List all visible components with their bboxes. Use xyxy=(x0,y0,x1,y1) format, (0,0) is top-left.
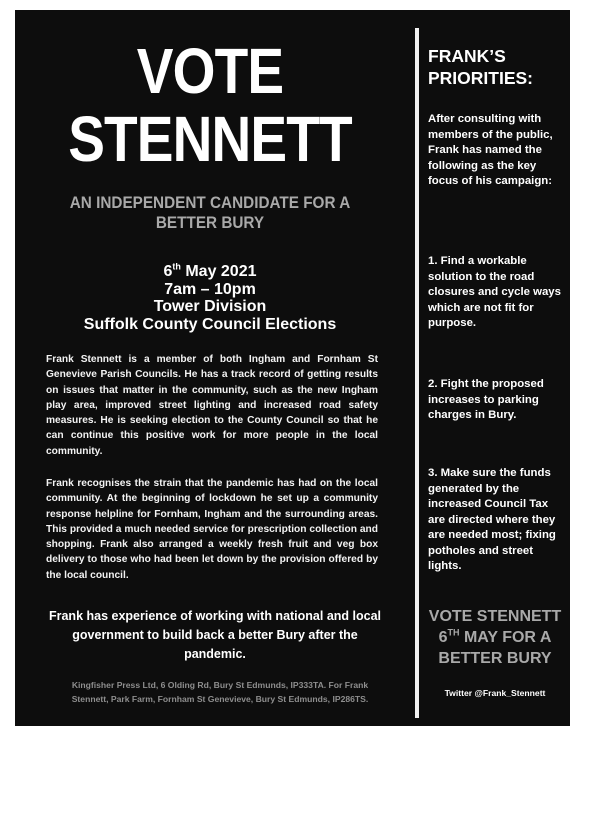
column-divider xyxy=(415,28,419,718)
cta-line-1: VOTE STENNETT xyxy=(428,608,562,625)
imprint: Kingfisher Press Ltd, 6 Olding Rd, Bury St Edmunds, IP333TA. For Frank Stennett, Park Farm, Fornham St Genevieve, Bury St Edmunds, IP286TS. xyxy=(71,680,369,704)
leaflet xyxy=(15,10,570,726)
bio-paragraph: Frank Stennett is a member of both Ingham and Fornham St Genevieve Parish Councils. He has a track record of getting results on issues that matter in the community, such as the new Ingham play area, improved street lighting and increased road safety measures. He is seeking election to the County Council so that he can continue this positive work for more people in the local community. xyxy=(46,354,378,457)
date-suffix: th xyxy=(172,261,181,272)
priority-item: 3. Make sure the funds generated by the increased Council Tax are directed where they are needed most; fixing potholes and street lights. xyxy=(428,467,556,572)
priority-item: 2. Fight the proposed increases to parking charges in Bury. xyxy=(428,378,544,421)
priorities-heading: FRANK’S PRIORITIES: xyxy=(428,46,534,88)
pandemic-paragraph: Frank recognises the strain that the pandemic has had on the local community. At the beginning of lockdown he set up a community response helpline for Fornham, Ingham and the surrounding areas. This provided a much needed service for prescription collection and shopping. Frank also arranged a weekly fresh fruit and veg box delivery to those who had been let down by the provision offered by the local council. xyxy=(46,478,378,581)
right-column xyxy=(420,10,565,726)
cta-line-3: BETTER BURY xyxy=(438,650,552,667)
election-date xyxy=(15,262,405,281)
date-day: 6 xyxy=(163,263,173,280)
subtitle: AN INDEPENDENT CANDIDATE FOR A BETTER BURY xyxy=(69,193,351,232)
priority-item: 1. Find a workable solution to the road closures and cycle ways which are not fit for purpose. xyxy=(428,255,561,329)
title-stennett: STENNETT xyxy=(68,103,352,175)
title-vote: VOTE xyxy=(136,35,284,107)
date-rest: May 2021 xyxy=(180,263,257,280)
left-column xyxy=(15,10,405,726)
election-time: 7am – 10pm xyxy=(164,281,256,298)
twitter-handle: Twitter @Frank_Stennett xyxy=(444,688,546,698)
election-division: Tower Division xyxy=(153,298,267,315)
experience-statement: Frank has experience of working with national and local government to build back a better Bury after the pandemic. xyxy=(48,609,382,661)
vote-call-to-action xyxy=(420,606,570,669)
election-name: Suffolk County Council Elections xyxy=(83,316,337,333)
cta-line-2: 6TH MAY FOR A xyxy=(438,627,552,646)
priorities-intro: After consulting with members of the public, Frank has named the following as the key focus of his campaign: xyxy=(428,113,553,187)
